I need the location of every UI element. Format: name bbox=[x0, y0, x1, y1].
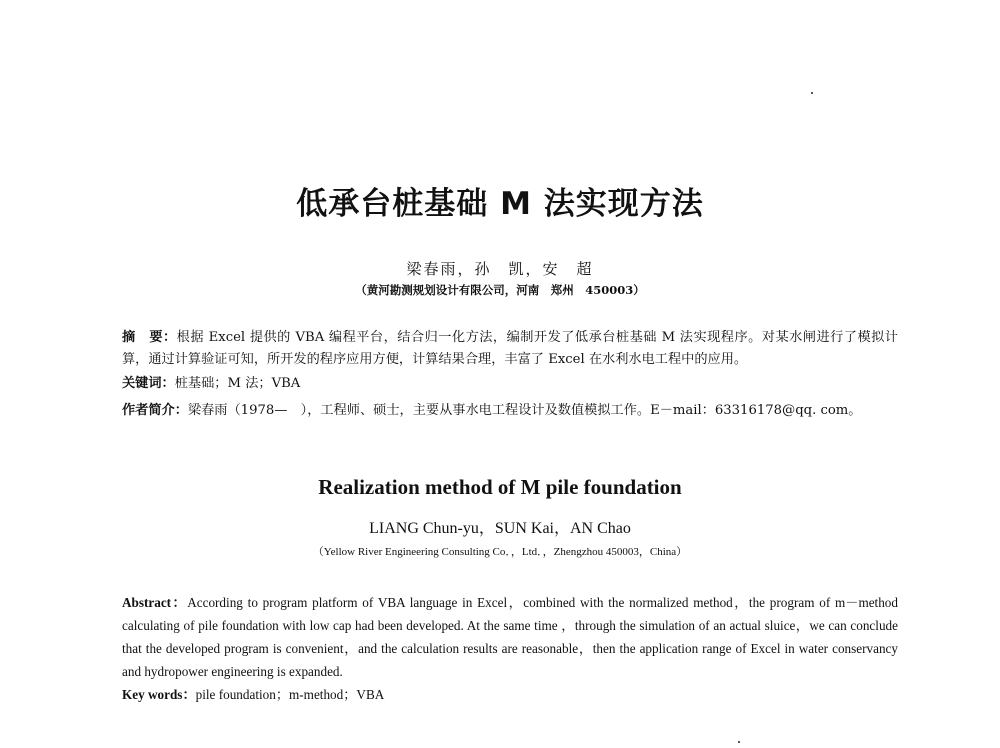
chinese-keywords-label: 关键词： bbox=[122, 376, 175, 391]
chinese-abstract-label: 摘 要： bbox=[122, 330, 177, 345]
author-bio-label: 作者简介： bbox=[122, 403, 188, 418]
english-keywords bbox=[122, 683, 898, 706]
author-bio-text: 梁春雨（1978— ），工程师、硕士，主要从事水电工程设计及数值模拟工作。E－mail：63316178@qq. com。 bbox=[187, 403, 862, 418]
author-bio bbox=[122, 400, 898, 422]
english-abstract bbox=[122, 591, 898, 683]
english-authors: LIANG Chun-yu，SUN Kai，AN Chao bbox=[369, 520, 631, 537]
english-abstract-label: Abstract： bbox=[122, 595, 188, 610]
scan-speck bbox=[738, 741, 740, 743]
chinese-abstract bbox=[122, 327, 898, 371]
chinese-affiliation: （黄河勘测规划设计有限公司，河南 郑州 450003） bbox=[355, 283, 645, 297]
chinese-title: 低承台桩基础 M 法实现方法 bbox=[296, 186, 704, 222]
english-abstract-text: According to program platform of VBA language in Excel，combined with the normalized method，the program of m－method calculating of pile foundation with low cap had been developed. At the same time ，through the simulation of an actual sluice，we can conclude that the developed program is convenient，and the calculation results are reasonable，then the application range of Excel in water conservancy and hydropower engineering is expanded. bbox=[122, 595, 898, 679]
english-title: Realization method of M pile foundation bbox=[318, 475, 682, 499]
english-keywords-label: Key words： bbox=[122, 687, 196, 702]
chinese-abstract-text: 根据 Excel 提供的 VBA 编程平台，结合归一化方法，编制开发了低承台桩基础 M 法实现程序。对某水闸进行了模拟计算，通过计算验证可知，所开发的程序应用方便，计算结果合理，丰富了 Excel 在水利水电工程中的应用。 bbox=[122, 330, 898, 367]
chinese-keywords bbox=[122, 373, 898, 395]
scan-speck bbox=[811, 92, 813, 94]
chinese-authors: 梁春雨，孙 凯，安 超 bbox=[406, 260, 594, 278]
english-keywords-text: pile foundation；m-method；VBA bbox=[195, 687, 385, 702]
chinese-keywords-text: 桩基础；M 法；VBA bbox=[174, 376, 301, 391]
english-affiliation: （Yellow River Engineering Consulting Co．，Ltd．，Zhengzhou 450003，China） bbox=[312, 546, 688, 558]
